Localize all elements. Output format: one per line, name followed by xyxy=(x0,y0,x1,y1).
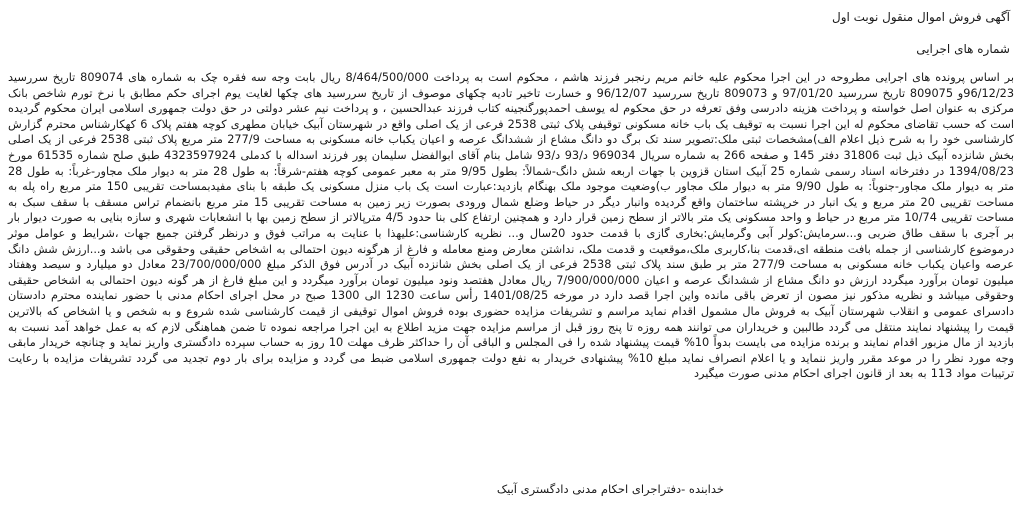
notice-footer: خدابنده -دفتراجرای احکام مدنی دادگستری آبیک xyxy=(496,482,724,496)
notice-title: آگهی فروش اموال منقول نوبت اول xyxy=(831,10,1010,24)
notice-subtitle: شماره های اجرایی xyxy=(916,42,1010,56)
notice-body: بر اساس پرونده های اجرایی مطروحه در این اجرا محکوم علیه خانم مریم رنجبر فرزند هاشم ، محکوم است به پرداخت 8/464/500/000 ریال بابت وجه سه فقره چک به شماره های 809074 تاریخ سررسید 96/12/23و 809075 تاریخ سررسید 97/01/20 و 809073 تاریخ سررسید 96/12/07 و خسارت تاخیر تادیه چکهای موصوف از تاریخ سررسید های چکها لغایت یوم اجرای حکم مطابق با نرخ تورم شاخص بانک مرکزی به عنوان اصل خواسته و پرداخت هزینه دادرسی وفق تعرفه در حق محکوم له یوسف احمدپورگنجینه کتاب فرزند عبدالحسین ، و پرداخت نیم عشر دولتی در حق دولت جمهوری اسلامی ایران محکوم گردیده است که حسب تقاضای محکوم له این اجرا نسبت به توقیف یک باب خانه مسکونی توقیفی پلاک ثبتی 2538 فرعی از یک اصلی واقع در شهرستان آبیک خیابان مطهری کوچه هفتم پلاک 6 کهکارشناس محترم گزارش کارشناسی خود را به شرح ذیل اعلام الف)مشخصات ثبتی ملک:تصویر سند تک برگ دو دانگ مشاع از ششدانگ عرصه و اعیان یکباب خانه مسکونی به مساحت 277/9 متر مربع پلاک ثبتی 2538 فرعی از یک اصلی بخش شانزده آبیک ذیل ثبت 31806 دفتر 145 و صفحه 266 به شماره سریال 969034 د/93 د/93 شامل بنام آقای ابوالفضل سلیمان پور فرزند اسداله با کدملی 4323597924 طبق صلح شماره 61535 مورخ 1394/08/23 در دفترخانه اسناد رسمی شماره 25 آبیک استان قزوین با جهات اربعه شش دانگ-شمالاً: بطول 9/95 متر به معبر عمومی کوچه هفتم-شرقاً: به طول 28 متر به دیوار ملک مجاور-غرباً: به طول 28 متر به دیوار ملک مجاور-جنوباً: به طول 9/90 متر به دیوار ملک مجاور ب)وضعیت موجود ملک بهنگام بازدید:عبارت است یک باب منزل مسکونی یک طبقه با بنای مفیدبمساحت تقریبی 150 متر مربع راه پله به مساحت تقریبی 20 متر مربع و یک انبار در خرپشته ساختمان واقع گردیده وانبار دیگر در حیاط وضلع شمال ورودی بصورت زیر زمین به مساحت تقریبی 15 متر مربع بانضمام تراس مسقف با سقف سبک به مساحت تقریبی 10/74 متر مربع در حیاط و واحد مسکونی یک متر بالاتر از سطح زمین قرار دارد و همچنین ارتفاع کلی بنا حدود 4/5 مترپالاتر از سطح زمین بها با انشعابات شهری و سازه بنایی به صورت دیوار بار بر آجری با سقف طاق ضربی و...سرمایش:کولر آبی وگرمایش:بخاری گازی با قدمت حدود 20سال و... نظریه کارشناسی:علیهذا با عنایت به مراتب فوق و درنظر گرفتن جمیع جهات ،شرایط و عوامل موثر درموضوع کارشناسی از جمله بافت منطقه ای،قدمت بنا،کاربری ملک،موقعیت و قدمت ملک، نداشتن معارض ومنع معامله و فارغ از هرگونه دیون احتمالی به اشخاص حقیقی وحقوقی می باشد و...ارزش شش دانگ عرصه واعیان یکباب خانه مسکونی به مساحت 277/9 متر بر طبق سند پلاک ثبتی 2538 فرعی از یک اصلی بخش شانزده آبیک در آدرس فوق الذکر مبلغ 23/700/000/000 معادل دو میلیارد و سیصد وهفتاد میلیون تومان برآورد میگردد ارزش دو دانگ مشاع از ششدانگ عرصه و اعیان 7/900/000/000 ریال معادل هفتصد ونود میلیون تومان برآورد میگردد و این مبلغ فارغ از هر گونه دیون احتمالی به اشخاص حقیقی وحقوقی میباشد و نظریه مذکور نیز مصون از تعرض باقی مانده واین اجرا قصد دارد در مورخه 1401/08/25 رأس ساعت 1230 الی 1300 صبح در محل اجرای احکام مدنی با حضور نماینده محترم دادستان دادسرای عمومی و انقلاب شهرستان آبیک به فروش مال مشمول اقدام نماید مراسم و تشریفات مزایده حضوری بوده فروش اموال توقیفی از قیمت کارشناسی شده شروع و به شخص و یا اشخاص که بالاترین قیمت را پیشنهاد نمایند منتقل می گردد طالبین و خریداران می توانند همه روزه تا پنج روز قبل از مراسم مزایده جهت مزید اطلاع به این اجرا مراجعه نموده تا ضمن هماهنگی لازم که به عمل خواهد آمد نسبت به بازدید از مال مزبور اقدام نمایند و برنده مزایده می بایست بدواً 10% قیمت پیشنهاد شده را فی المجلس و الباقی آن را حداکثر ظرف مهلت 10 روز به حساب سپرده دادگستری واریز نماید و چنانچه خریدار مابقی وجه مورد نظر را در موعد مقرر واریز ننماید و یا اعلام انصراف نماید مبلغ 10% پیشنهادی خریدار به نفع دولت جمهوری اسلامی ضبط می گردد و مزایده برای بار دوم تجدید می گردد تشریفات مزایده با رعایت ترتیبات مواد 113 به بعد از قانون اجرای احکام مدنی صورت میگیرد xyxy=(8,71,1015,381)
